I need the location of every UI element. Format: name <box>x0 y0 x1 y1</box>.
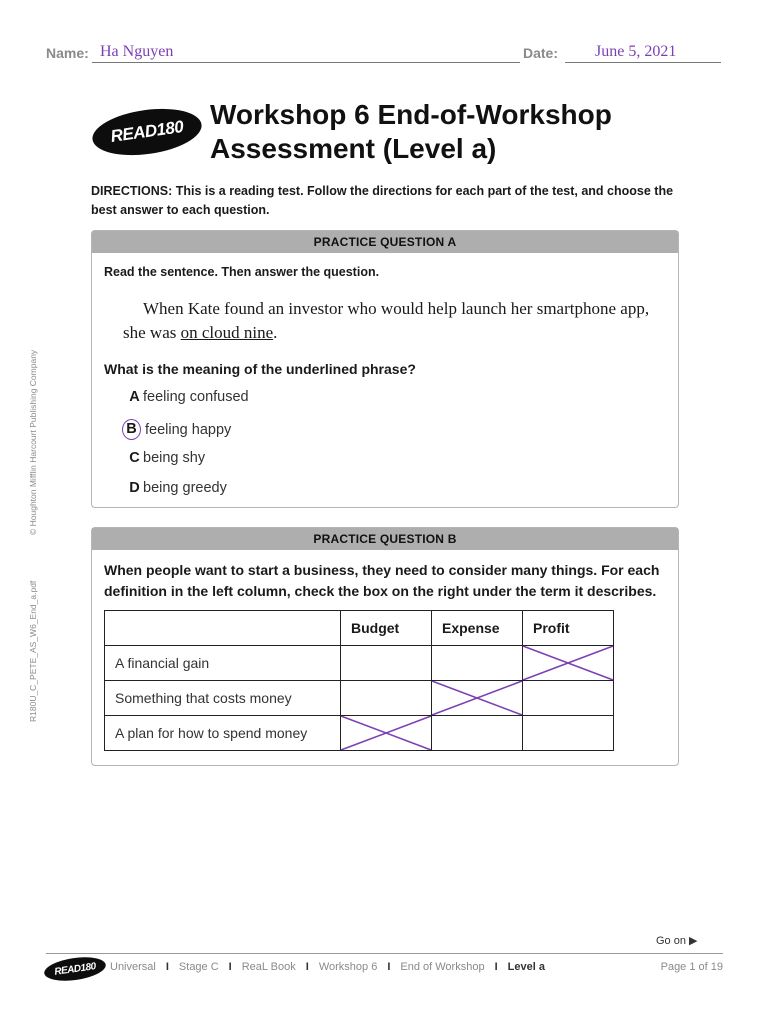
date-value: June 5, 2021 <box>595 43 677 60</box>
question-a-stem: What is the meaning of the underlined phrase? <box>104 361 416 377</box>
name-label: Name: <box>46 45 89 61</box>
page-number: Page 1 of 19 <box>660 961 723 973</box>
breadcrumb-item: End of Workshop <box>400 961 485 973</box>
choice-letter: D <box>129 480 140 496</box>
choice-b[interactable] <box>126 419 231 440</box>
checkbox-cell-checked[interactable] <box>432 681 523 716</box>
choice-letter: C <box>129 450 140 466</box>
table-header-row <box>105 611 614 646</box>
checkbox-cell-checked[interactable] <box>523 646 614 681</box>
x-mark-icon <box>341 716 431 750</box>
name-value: Ha Nguyen <box>100 43 174 60</box>
checkbox-cell-checked[interactable] <box>341 716 432 751</box>
go-on-link[interactable]: Go on ▶ <box>656 935 698 947</box>
breadcrumb-current: Level a <box>507 961 545 973</box>
breadcrumb-item: Universal <box>110 961 156 973</box>
column-header-profit: Profit <box>523 611 614 646</box>
checkbox-cell[interactable] <box>523 716 614 751</box>
title-line-2: Assessment (Level a) <box>210 133 497 164</box>
x-mark-icon <box>432 681 522 715</box>
underlined-phrase: on cloud nine <box>180 323 274 342</box>
question-a-instruction: Read the sentence. Then answer the question. <box>104 265 380 279</box>
choice-c[interactable] <box>126 450 205 466</box>
directions: DIRECTIONS: This is a reading test. Follow the directions for each part of the test, and choose the best answer to each question. <box>91 184 674 217</box>
table-row <box>105 681 614 716</box>
choice-letter-selected: B <box>122 419 141 440</box>
definition-cell: Something that costs money <box>105 681 341 716</box>
choice-text: being greedy <box>143 480 227 496</box>
page-title <box>210 98 730 166</box>
question-b-heading: PRACTICE QUESTION B <box>92 528 678 550</box>
title-line-1: Workshop 6 End-of-Workshop <box>210 99 612 130</box>
passage-end: . <box>273 323 278 342</box>
breadcrumb-item: ReaL Book <box>241 961 296 973</box>
date-field[interactable] <box>565 42 721 63</box>
practice-question-b <box>91 527 679 766</box>
read180-footer-logo: READ180 <box>43 954 107 984</box>
column-header-expense: Expense <box>432 611 523 646</box>
checkbox-cell[interactable] <box>523 681 614 716</box>
side-filename: R180U_C_PETE_AS_W6_End_a.pdf <box>28 580 38 722</box>
header-name <box>46 42 521 64</box>
definition-cell: A financial gain <box>105 646 341 681</box>
checkbox-cell[interactable] <box>341 646 432 681</box>
breadcrumb-item: Workshop 6 <box>318 961 378 973</box>
column-header-budget: Budget <box>341 611 432 646</box>
question-b-prompt: When people want to start a business, they need to consider many things. For each definition in the left column, check the box on the right under the term it describes. <box>104 562 660 599</box>
choice-text: being shy <box>143 450 206 466</box>
checkbox-cell[interactable] <box>432 716 523 751</box>
practice-question-a <box>91 230 679 508</box>
checkbox-cell[interactable] <box>432 646 523 681</box>
footer-divider <box>46 953 723 954</box>
passage <box>123 297 658 345</box>
terms-table <box>104 610 614 751</box>
table-corner-cell <box>105 611 341 646</box>
x-mark-icon <box>523 646 613 680</box>
choice-text: feeling confused <box>143 389 249 405</box>
checkbox-cell[interactable] <box>341 681 432 716</box>
definition-cell: A plan for how to spend money <box>105 716 341 751</box>
choice-letter: A <box>129 389 140 405</box>
side-copyright: © Houghton Mifflin Harcourt Publishing Company <box>28 349 38 535</box>
breadcrumb-item: Stage C <box>178 961 219 973</box>
choice-text: feeling happy <box>145 421 232 438</box>
table-row <box>105 716 614 751</box>
footer-breadcrumb: Universal I Stage C I ReaL Book I Workshop 6 I End of Workshop I Level a <box>110 961 545 973</box>
choice-d[interactable] <box>126 480 227 496</box>
table-row <box>105 646 614 681</box>
choice-a[interactable] <box>126 389 249 405</box>
name-field[interactable] <box>92 42 520 63</box>
header-date <box>523 42 723 64</box>
passage-text: When Kate found an investor who would help launch her smartphone app, she was <box>123 299 650 342</box>
read180-logo: READ180 <box>89 103 204 162</box>
date-label: Date: <box>523 45 559 61</box>
question-a-heading: PRACTICE QUESTION A <box>92 231 678 253</box>
